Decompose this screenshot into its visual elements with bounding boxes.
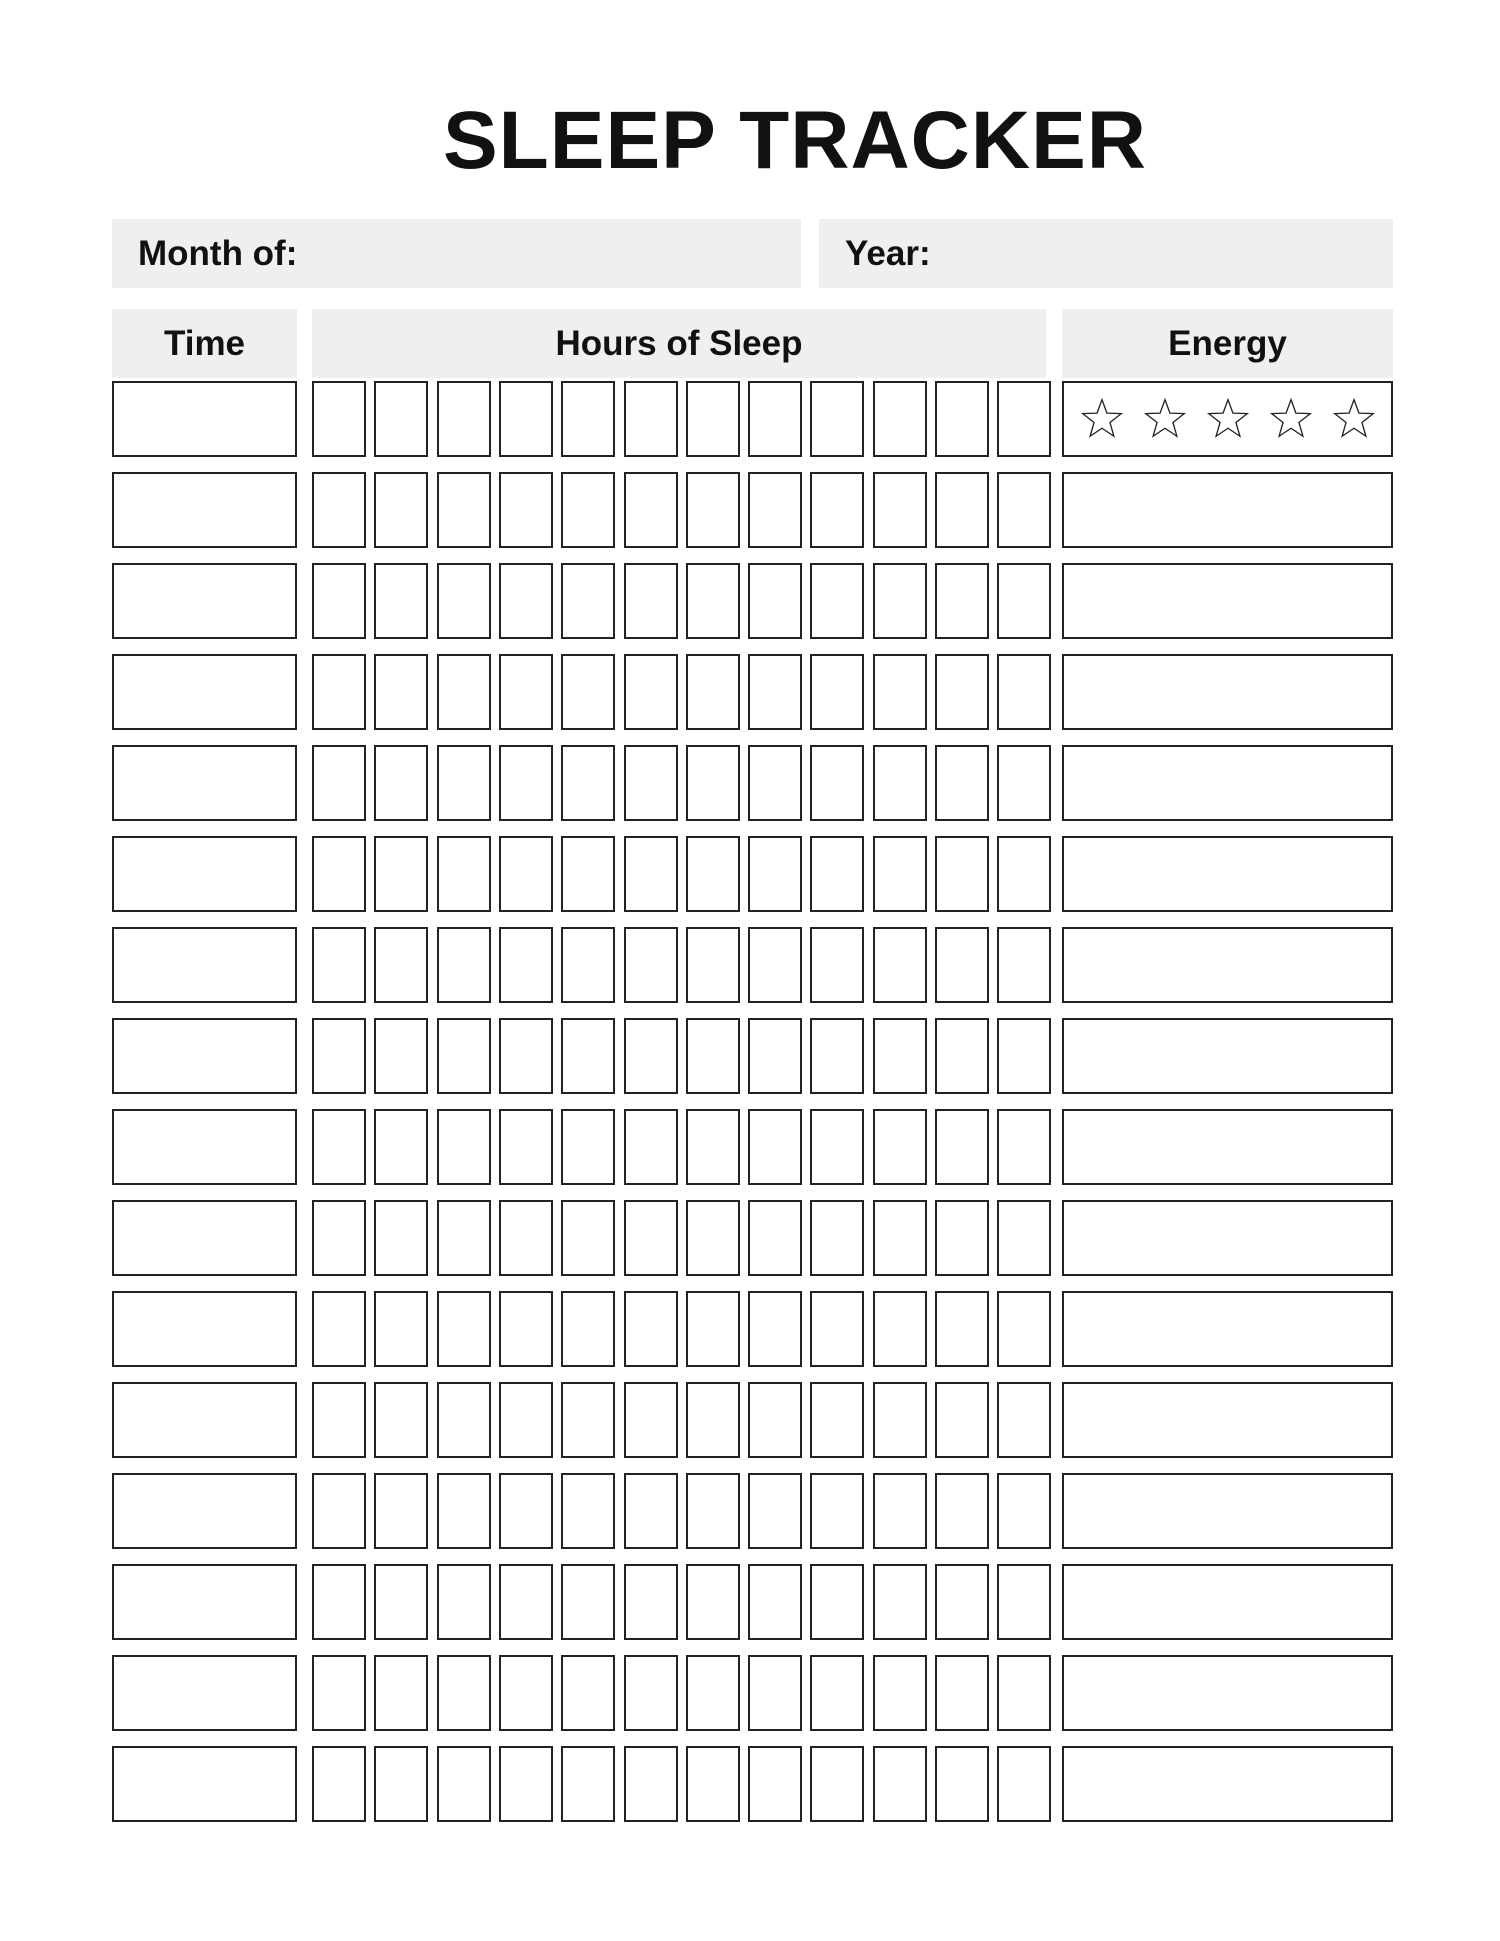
- month-label: Month of:: [138, 233, 298, 273]
- hour-box[interactable]: [624, 927, 678, 1003]
- hour-box[interactable]: [374, 1382, 428, 1458]
- hour-box[interactable]: [312, 1564, 366, 1640]
- hour-box[interactable]: [686, 1291, 740, 1367]
- hour-box[interactable]: [312, 381, 366, 457]
- hour-box[interactable]: [624, 836, 678, 912]
- hour-box[interactable]: [437, 1382, 491, 1458]
- hour-box[interactable]: [561, 381, 615, 457]
- energy-cell[interactable]: [1062, 1018, 1393, 1094]
- hour-box[interactable]: [561, 836, 615, 912]
- hour-box[interactable]: [748, 1564, 802, 1640]
- hour-box[interactable]: [561, 563, 615, 639]
- energy-cell[interactable]: [1062, 1564, 1393, 1640]
- hour-box[interactable]: [312, 1200, 366, 1276]
- hour-box[interactable]: [873, 1746, 927, 1822]
- hour-box[interactable]: [499, 1018, 553, 1094]
- hour-box[interactable]: [686, 927, 740, 1003]
- hour-box[interactable]: [374, 745, 428, 821]
- hour-box[interactable]: [437, 1746, 491, 1822]
- energy-cell[interactable]: [1062, 1109, 1393, 1185]
- time-cell[interactable]: [112, 1018, 297, 1094]
- time-column-header: [112, 309, 297, 378]
- hour-box[interactable]: [374, 1473, 428, 1549]
- time-cell[interactable]: [112, 563, 297, 639]
- energy-cell[interactable]: [1062, 1473, 1393, 1549]
- hour-box[interactable]: [810, 1200, 864, 1276]
- hour-box[interactable]: [499, 1200, 553, 1276]
- hour-box[interactable]: [499, 654, 553, 730]
- hour-box[interactable]: [873, 1200, 927, 1276]
- hour-box[interactable]: [561, 927, 615, 1003]
- tracker-row: [0, 1291, 1500, 1367]
- hour-box[interactable]: [748, 1473, 802, 1549]
- hour-box[interactable]: [748, 563, 802, 639]
- time-cell[interactable]: [112, 472, 297, 548]
- hour-box[interactable]: [312, 745, 366, 821]
- hour-box[interactable]: [997, 1382, 1051, 1458]
- hour-box[interactable]: [935, 1655, 989, 1731]
- tracker-row: [0, 1564, 1500, 1640]
- hour-box[interactable]: [810, 654, 864, 730]
- energy-cell[interactable]: [1062, 654, 1393, 730]
- hour-box[interactable]: [686, 1564, 740, 1640]
- hour-box[interactable]: [686, 1109, 740, 1185]
- hour-box[interactable]: [873, 1655, 927, 1731]
- hour-box[interactable]: [686, 1746, 740, 1822]
- hour-box[interactable]: [873, 1109, 927, 1185]
- hour-box[interactable]: [374, 1746, 428, 1822]
- hour-box[interactable]: [437, 1200, 491, 1276]
- tracker-row: [0, 1018, 1500, 1094]
- time-cell[interactable]: [112, 1109, 297, 1185]
- hour-box[interactable]: [374, 1109, 428, 1185]
- hour-box[interactable]: [561, 1564, 615, 1640]
- hour-box[interactable]: [810, 472, 864, 548]
- hour-box[interactable]: [686, 381, 740, 457]
- hour-box[interactable]: [997, 381, 1051, 457]
- hour-box[interactable]: [624, 381, 678, 457]
- hour-box[interactable]: [624, 1473, 678, 1549]
- hour-box[interactable]: [935, 1018, 989, 1094]
- hour-box[interactable]: [686, 1382, 740, 1458]
- hour-box[interactable]: [499, 1564, 553, 1640]
- time-cell[interactable]: [112, 836, 297, 912]
- tracker-row: [0, 563, 1500, 639]
- energy-star-rating[interactable]: [1064, 383, 1391, 455]
- hour-box[interactable]: [686, 836, 740, 912]
- star-outline-icon[interactable]: [1080, 397, 1124, 441]
- hour-box[interactable]: [561, 1200, 615, 1276]
- energy-cell[interactable]: [1062, 381, 1393, 457]
- hour-box[interactable]: [499, 745, 553, 821]
- hour-box[interactable]: [437, 381, 491, 457]
- hour-box[interactable]: [935, 472, 989, 548]
- hour-box[interactable]: [686, 1018, 740, 1094]
- hour-box[interactable]: [748, 1382, 802, 1458]
- hour-box[interactable]: [561, 1291, 615, 1367]
- hour-box[interactable]: [810, 836, 864, 912]
- hour-box[interactable]: [499, 836, 553, 912]
- hour-box[interactable]: [312, 1655, 366, 1731]
- tracker-row: [0, 1382, 1500, 1458]
- hour-box[interactable]: [374, 1291, 428, 1367]
- tracker-row: [0, 1200, 1500, 1276]
- hour-box[interactable]: [686, 1655, 740, 1731]
- hour-box[interactable]: [997, 472, 1051, 548]
- hour-box[interactable]: [437, 1473, 491, 1549]
- hour-box[interactable]: [437, 563, 491, 639]
- hour-box[interactable]: [810, 1109, 864, 1185]
- hour-box[interactable]: [312, 1291, 366, 1367]
- tracker-row: [0, 1655, 1500, 1731]
- hour-box[interactable]: [437, 1018, 491, 1094]
- hour-box[interactable]: [312, 1382, 366, 1458]
- hour-box[interactable]: [748, 1018, 802, 1094]
- hour-box[interactable]: [935, 1746, 989, 1822]
- hour-box[interactable]: [873, 1382, 927, 1458]
- hour-box[interactable]: [935, 1382, 989, 1458]
- hour-box[interactable]: [499, 472, 553, 548]
- energy-cell[interactable]: [1062, 1200, 1393, 1276]
- hour-box[interactable]: [997, 1018, 1051, 1094]
- hour-box[interactable]: [561, 1018, 615, 1094]
- hour-box[interactable]: [810, 1382, 864, 1458]
- hour-box[interactable]: [499, 1655, 553, 1731]
- hour-box[interactable]: [437, 836, 491, 912]
- hour-box[interactable]: [437, 1291, 491, 1367]
- time-cell[interactable]: [112, 654, 297, 730]
- energy-cell[interactable]: [1062, 1291, 1393, 1367]
- hour-box[interactable]: [437, 1564, 491, 1640]
- hour-box[interactable]: [935, 1109, 989, 1185]
- hour-box[interactable]: [312, 1473, 366, 1549]
- hour-box[interactable]: [374, 1564, 428, 1640]
- hour-box[interactable]: [748, 1746, 802, 1822]
- time-cell[interactable]: [112, 1746, 297, 1822]
- hour-box[interactable]: [873, 1291, 927, 1367]
- time-cell[interactable]: [112, 1564, 297, 1640]
- hour-box[interactable]: [437, 1655, 491, 1731]
- hour-box[interactable]: [935, 1291, 989, 1367]
- hour-box[interactable]: [810, 1746, 864, 1822]
- hours-header-label: Hours of Sleep: [555, 323, 803, 363]
- star-outline-icon[interactable]: [1332, 397, 1376, 441]
- hour-box[interactable]: [624, 1655, 678, 1731]
- hour-box[interactable]: [312, 1109, 366, 1185]
- star-outline-icon[interactable]: [1206, 397, 1250, 441]
- hour-box[interactable]: [624, 745, 678, 821]
- energy-cell[interactable]: [1062, 1382, 1393, 1458]
- hour-box[interactable]: [997, 1200, 1051, 1276]
- hour-box[interactable]: [624, 1746, 678, 1822]
- hour-box[interactable]: [624, 1109, 678, 1185]
- hour-box[interactable]: [561, 745, 615, 821]
- year-label: Year:: [845, 233, 931, 273]
- hour-box[interactable]: [499, 1382, 553, 1458]
- star-outline-icon[interactable]: [1269, 397, 1313, 441]
- hour-box[interactable]: [748, 654, 802, 730]
- energy-cell[interactable]: [1062, 745, 1393, 821]
- tracker-row: [0, 836, 1500, 912]
- hour-box[interactable]: [561, 1109, 615, 1185]
- hour-box[interactable]: [935, 381, 989, 457]
- hour-box[interactable]: [499, 1473, 553, 1549]
- hours-column-header: [312, 309, 1046, 378]
- hour-box[interactable]: [748, 927, 802, 1003]
- hour-box[interactable]: [624, 654, 678, 730]
- hour-box[interactable]: [312, 654, 366, 730]
- time-cell[interactable]: [112, 927, 297, 1003]
- hour-box[interactable]: [997, 1473, 1051, 1549]
- hour-box[interactable]: [374, 472, 428, 548]
- time-cell[interactable]: [112, 1382, 297, 1458]
- hour-box[interactable]: [748, 1291, 802, 1367]
- hour-box[interactable]: [437, 472, 491, 548]
- hour-box[interactable]: [374, 1018, 428, 1094]
- time-cell[interactable]: [112, 1655, 297, 1731]
- hour-box[interactable]: [686, 472, 740, 548]
- hour-box[interactable]: [748, 472, 802, 548]
- hour-box[interactable]: [624, 563, 678, 639]
- hour-box[interactable]: [873, 563, 927, 639]
- hour-box[interactable]: [312, 927, 366, 1003]
- hour-box[interactable]: [997, 745, 1051, 821]
- hour-box[interactable]: [374, 927, 428, 1003]
- hour-box[interactable]: [873, 654, 927, 730]
- hour-box[interactable]: [499, 563, 553, 639]
- hour-box[interactable]: [873, 927, 927, 1003]
- hour-box[interactable]: [997, 654, 1051, 730]
- hour-box[interactable]: [873, 1564, 927, 1640]
- hour-box[interactable]: [374, 836, 428, 912]
- time-cell[interactable]: [112, 1291, 297, 1367]
- energy-cell[interactable]: [1062, 1746, 1393, 1822]
- hour-box[interactable]: [935, 927, 989, 1003]
- tracker-row: [0, 745, 1500, 821]
- hour-box[interactable]: [935, 563, 989, 639]
- hour-box[interactable]: [624, 1018, 678, 1094]
- hour-box[interactable]: [748, 1200, 802, 1276]
- hour-box[interactable]: [437, 927, 491, 1003]
- tracker-row: [0, 1109, 1500, 1185]
- hour-box[interactable]: [374, 654, 428, 730]
- energy-cell[interactable]: [1062, 472, 1393, 548]
- tracker-row: [0, 381, 1500, 457]
- hour-box[interactable]: [499, 927, 553, 1003]
- hour-box[interactable]: [935, 836, 989, 912]
- hour-box[interactable]: [624, 1200, 678, 1276]
- energy-cell[interactable]: [1062, 563, 1393, 639]
- hour-box[interactable]: [499, 1746, 553, 1822]
- hour-box[interactable]: [686, 1473, 740, 1549]
- hour-box[interactable]: [624, 1564, 678, 1640]
- hour-box[interactable]: [561, 1746, 615, 1822]
- hour-box[interactable]: [810, 1564, 864, 1640]
- energy-cell[interactable]: [1062, 836, 1393, 912]
- hour-box[interactable]: [561, 1655, 615, 1731]
- hour-box[interactable]: [499, 1109, 553, 1185]
- hour-box[interactable]: [997, 563, 1051, 639]
- hour-box[interactable]: [624, 1382, 678, 1458]
- hour-box[interactable]: [312, 836, 366, 912]
- hour-box[interactable]: [935, 1200, 989, 1276]
- hour-box[interactable]: [686, 745, 740, 821]
- hour-box[interactable]: [437, 654, 491, 730]
- tracker-row: [0, 654, 1500, 730]
- hour-box[interactable]: [748, 836, 802, 912]
- tracker-row: [0, 927, 1500, 1003]
- year-field[interactable]: [819, 219, 1393, 288]
- hour-box[interactable]: [935, 1564, 989, 1640]
- hour-box[interactable]: [624, 472, 678, 548]
- hour-box[interactable]: [810, 1655, 864, 1731]
- hour-box[interactable]: [997, 1564, 1051, 1640]
- hour-box[interactable]: [561, 1473, 615, 1549]
- hour-box[interactable]: [997, 927, 1051, 1003]
- hour-box[interactable]: [935, 745, 989, 821]
- hour-box[interactable]: [810, 563, 864, 639]
- hour-box[interactable]: [810, 745, 864, 821]
- tracker-row: [0, 472, 1500, 548]
- time-cell[interactable]: [112, 1200, 297, 1276]
- hour-box[interactable]: [561, 654, 615, 730]
- tracker-row: [0, 1746, 1500, 1822]
- month-field[interactable]: [112, 219, 801, 288]
- hour-box[interactable]: [997, 836, 1051, 912]
- hour-box[interactable]: [873, 381, 927, 457]
- hour-box[interactable]: [312, 1746, 366, 1822]
- hour-box[interactable]: [561, 1382, 615, 1458]
- hour-box[interactable]: [437, 1109, 491, 1185]
- hour-box[interactable]: [312, 472, 366, 548]
- hour-box[interactable]: [624, 1291, 678, 1367]
- hour-box[interactable]: [873, 836, 927, 912]
- hour-box[interactable]: [561, 472, 615, 548]
- time-cell[interactable]: [112, 1473, 297, 1549]
- star-outline-icon[interactable]: [1143, 397, 1187, 441]
- hour-box[interactable]: [873, 472, 927, 548]
- hour-box[interactable]: [312, 1018, 366, 1094]
- time-header-label: Time: [163, 323, 246, 363]
- hour-box[interactable]: [374, 381, 428, 457]
- hour-box[interactable]: [997, 1109, 1051, 1185]
- hour-box[interactable]: [810, 1018, 864, 1094]
- hour-box[interactable]: [873, 1018, 927, 1094]
- hour-box[interactable]: [748, 745, 802, 821]
- time-cell[interactable]: [112, 745, 297, 821]
- hour-box[interactable]: [312, 563, 366, 639]
- hour-box[interactable]: [997, 1291, 1051, 1367]
- hour-box[interactable]: [686, 1200, 740, 1276]
- hour-box[interactable]: [997, 1655, 1051, 1731]
- hour-box[interactable]: [873, 745, 927, 821]
- hour-box[interactable]: [686, 654, 740, 730]
- hour-box[interactable]: [810, 381, 864, 457]
- hour-box[interactable]: [748, 1109, 802, 1185]
- hour-box[interactable]: [748, 381, 802, 457]
- hour-box[interactable]: [997, 1746, 1051, 1822]
- hour-box[interactable]: [499, 1291, 553, 1367]
- energy-cell[interactable]: [1062, 927, 1393, 1003]
- page-title: SLEEP TRACKER: [442, 95, 1148, 186]
- hour-box[interactable]: [374, 1655, 428, 1731]
- energy-header-label: Energy: [1168, 323, 1287, 363]
- hour-box[interactable]: [810, 927, 864, 1003]
- hour-box[interactable]: [374, 563, 428, 639]
- hour-box[interactable]: [810, 1291, 864, 1367]
- hour-box[interactable]: [499, 381, 553, 457]
- time-cell[interactable]: [112, 381, 297, 457]
- hour-box[interactable]: [437, 745, 491, 821]
- hour-box[interactable]: [810, 1473, 864, 1549]
- energy-cell[interactable]: [1062, 1655, 1393, 1731]
- hour-box[interactable]: [748, 1655, 802, 1731]
- tracker-row: [0, 1473, 1500, 1549]
- hour-box[interactable]: [935, 654, 989, 730]
- hour-box[interactable]: [686, 563, 740, 639]
- hour-box[interactable]: [374, 1200, 428, 1276]
- hour-box[interactable]: [935, 1473, 989, 1549]
- energy-column-header: [1062, 309, 1393, 378]
- hour-box[interactable]: [873, 1473, 927, 1549]
